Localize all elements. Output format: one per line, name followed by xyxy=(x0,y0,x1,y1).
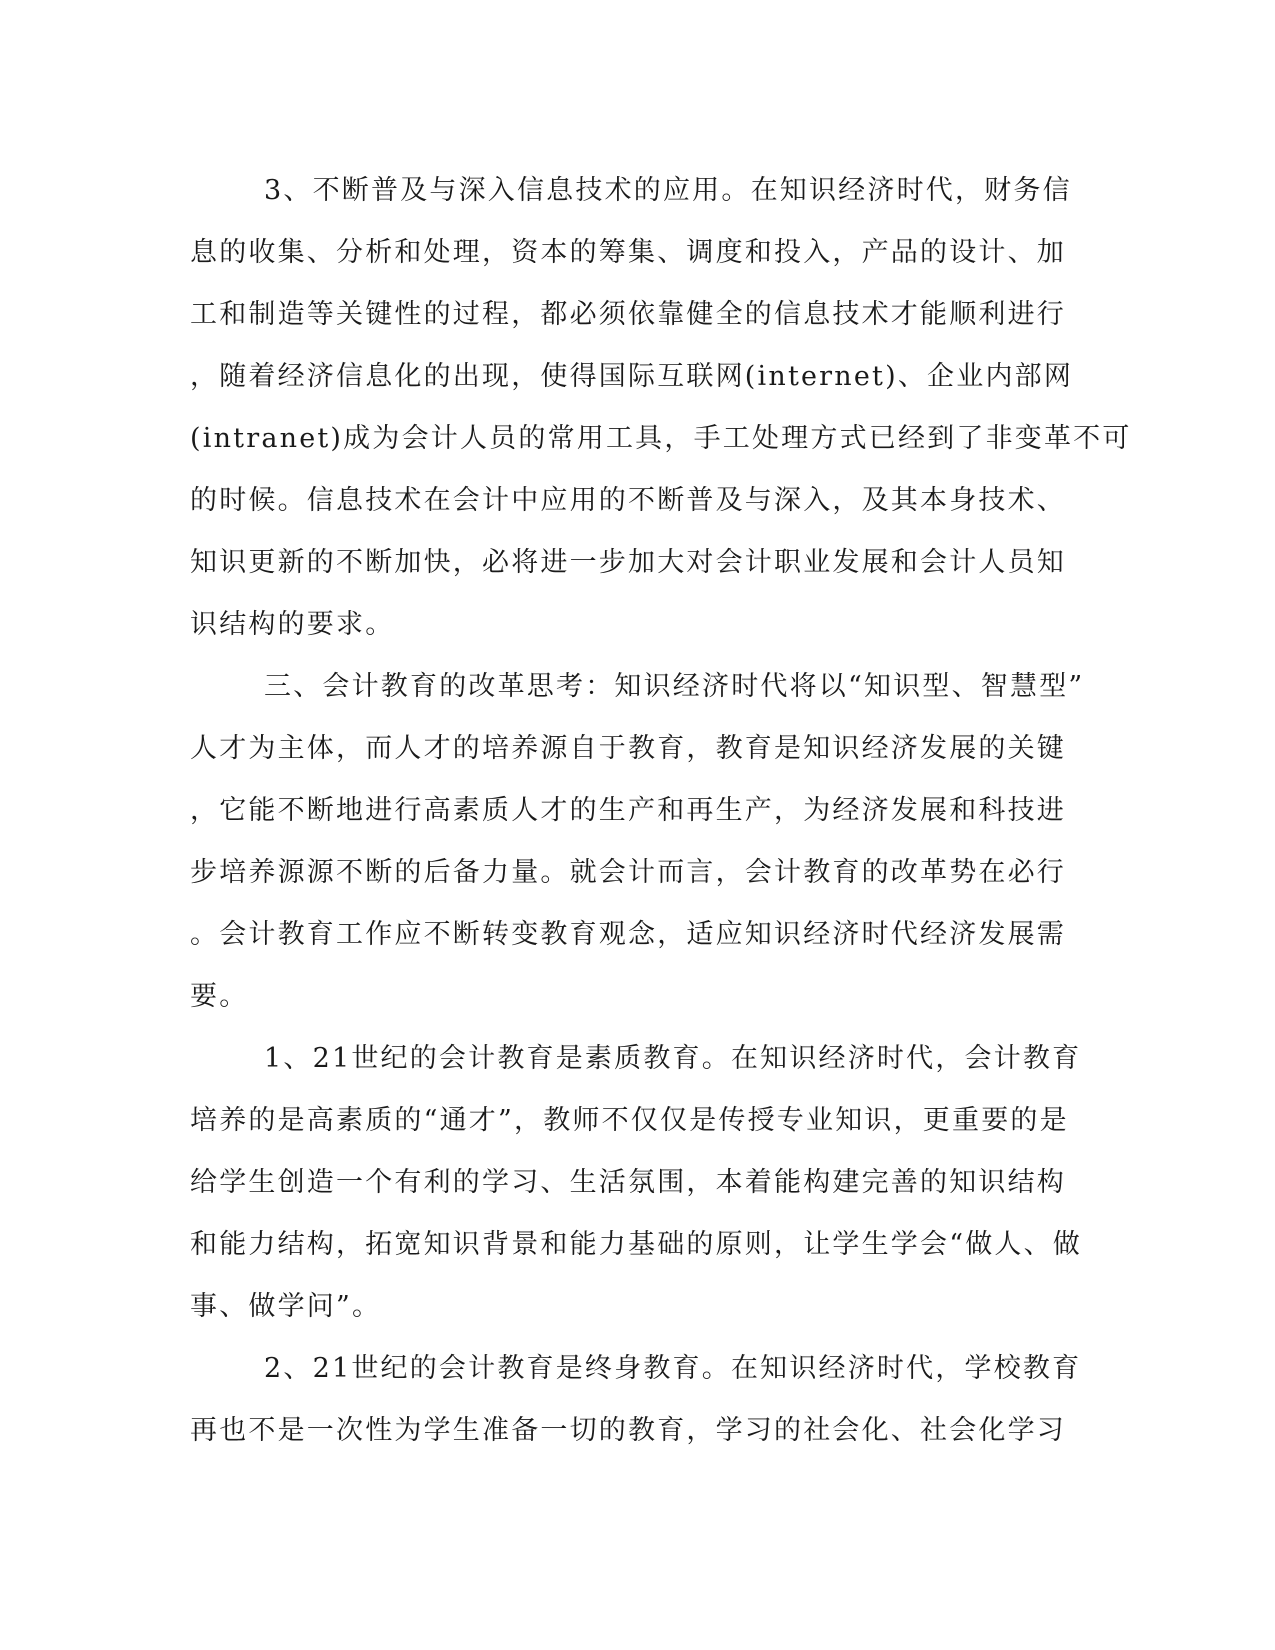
text-line: 息的收集、分析和处理，资本的筹集、调度和投入，产品的设计、加 xyxy=(190,237,1066,268)
text-line: 培养的是高素质的“通才”，教师不仅仅是传授专业知识，更重要的是 xyxy=(190,1105,1069,1136)
text-line: ，它能不断地进行高素质人才的生产和再生产，为经济发展和科技进 xyxy=(190,795,1066,826)
text-line: 步培养源源不断的后备力量。就会计而言，会计教育的改革势在必行 xyxy=(190,857,1066,888)
text-line: 识结构的要求。 xyxy=(190,609,395,640)
text-line: 人才为主体，而人才的培养源自于教育，教育是知识经济发展的关键 xyxy=(190,733,1066,764)
text-line: 要。 xyxy=(190,981,249,1012)
text-line: 再也不是一次性为学生准备一切的教育，学习的社会化、社会化学习 xyxy=(190,1415,1066,1446)
text-line: 和能力结构，拓宽知识背景和能力基础的原则，让学生学会“做人、做 xyxy=(190,1229,1083,1260)
text-line: 1、21世纪的会计教育是素质教育。在知识经济时代，会计教育 xyxy=(264,1043,1082,1074)
text-line: 。会计教育工作应不断转变教育观念，适应知识经济时代经济发展需 xyxy=(190,919,1066,950)
text-line: 知识更新的不断加快，必将进一步加大对会计职业发展和会计人员知 xyxy=(190,547,1066,578)
text-line: 的时候。信息技术在会计中应用的不断普及与深入，及其本身技术、 xyxy=(190,485,1066,516)
text-line: ，随着经济信息化的出现，使得国际互联网(internet)、企业内部网 xyxy=(190,361,1074,392)
text-line: (intranet)成为会计人员的常用工具，手工处理方式已经到了非变革不可 xyxy=(190,423,1132,454)
text-line: 三、会计教育的改革思考：知识经济时代将以“知识型、智慧型” xyxy=(264,671,1085,702)
text-line: 3、不断普及与深入信息技术的应用。在知识经济时代，财务信 xyxy=(264,175,1072,206)
document-body xyxy=(190,160,1132,1462)
text-line: 工和制造等关键性的过程，都必须依靠健全的信息技术才能顺利进行 xyxy=(190,299,1066,330)
text-line: 2、21世纪的会计教育是终身教育。在知识经济时代，学校教育 xyxy=(264,1353,1082,1384)
text-line: 给学生创造一个有利的学习、生活氛围，本着能构建完善的知识结构 xyxy=(190,1167,1066,1198)
text-line: 事、做学问”。 xyxy=(190,1291,382,1322)
